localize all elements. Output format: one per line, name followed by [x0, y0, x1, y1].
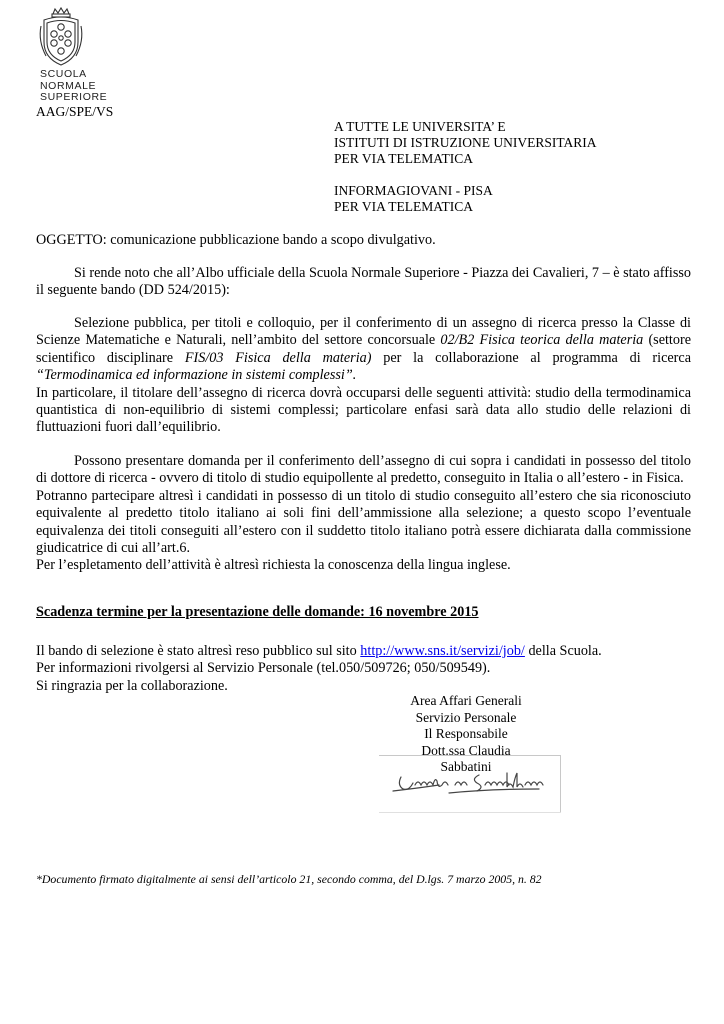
intro-paragraph: Si rende noto che all’Albo ufficiale della Scuola Normale Superiore - Piazza dei Cavalieri, 7 – è stato affisso il seguente bando (DD 524/2015):	[36, 265, 691, 299]
eligibility-paragraph-2: Potranno partecipare altresì i candidati in possesso di un titolo di studio conseguito all’estero che sia riconosciuto equivalente al predetto titolo italiano ai soli fini dell’ammissione alla selezione; a questo scopo l’eventuale equivalenza dei titoli conseguiti all’estero con il suddetto titolo italiano potrà essere dichiarata dalla commissione giudicatrice di cui all’art.6.	[36, 487, 691, 557]
eligibility-paragraph-1: Possono presentare domanda per il conferimento dell’assegno di cui sopra i candidati in possesso del titolo di dottore di ricerca - ovvero di titolo di studio equipollente al predetto, conseguito in Italia o all’estero - in Fisica.	[36, 453, 691, 487]
recipient-line: A TUTTE LE UNIVERSITA’ E	[334, 119, 506, 134]
footnote: *Documento firmato digitalmente ai sensi dell’articolo 21, secondo comma, del D.lgs. 7 marzo 2005, n. 82	[36, 872, 542, 886]
deadline-heading: Scadenza termine per la presentazione delle domande: 16 novembre 2015	[36, 604, 479, 620]
recipient-line: PER VIA TELEMATICA	[334, 151, 474, 166]
info-section	[36, 643, 691, 695]
recipients-block	[334, 119, 597, 215]
recipient-line: ISTITUTI DI ISTRUZIONE UNIVERSITARIA	[334, 135, 597, 150]
handwritten-signature	[379, 755, 561, 813]
activities-paragraph: In particolare, il titolare dell’assegno di ricerca dovrà occuparsi delle seguenti attività: studio della termodinamica quantistica di non-equilibrio di sistemi complessi; particolare enfasi sarà data allo studio delle relazioni di fluttuazioni fuori dall’equilibrio.	[36, 384, 691, 436]
logo-line-3: SUPERIORE	[40, 91, 108, 103]
program-name: “Termodinamica ed informazione in sistemi complessi”.	[36, 367, 357, 384]
selection-text-3: per la collaborazione al programma di ricerca	[371, 349, 691, 366]
eligibility-section	[36, 453, 691, 575]
school-name-logo	[40, 69, 107, 104]
signature-line: Servizio Personale	[415, 709, 517, 725]
logo-line-1: SCUOLA	[40, 68, 87, 80]
subject-line: OGGETTO: comunicazione pubblicazione bando a scopo divulgativo.	[36, 232, 436, 248]
publication-line	[36, 643, 691, 660]
ssd-name: FIS/03 Fisica della materia)	[184, 349, 372, 366]
selection-text-1: Selezione pubblica, per titoli e colloquio, per il conferimento di un assegno di ricerca presso la Classe di Scienze Matematiche e Naturali, nell’ambito del settore concorsuale	[36, 315, 691, 349]
signature-line: Dott.ssa Claudia Sabbatini	[421, 742, 511, 775]
signature-line: Area Affari Generali	[410, 693, 522, 708]
publication-text-end: della Scuola.	[524, 643, 602, 659]
thanks-line: Si ringrazia per la collaborazione.	[36, 677, 228, 694]
recipient-line: INFORMAGIOVANI - PISA	[334, 183, 493, 198]
selection-text-2: (settore scientifico disciplinare	[36, 332, 691, 366]
job-portal-link[interactable]: http://www.sns.it/servizi/job/	[360, 643, 525, 659]
eligibility-paragraph-3: Per l’espletamento dell’attività è altresì richiesta la conoscenza della lingua inglese.	[36, 557, 511, 574]
sector-name: 02/B2 Fisica teorica della materia	[440, 332, 644, 349]
publication-text: Il bando di selezione è stato altresì reso pubblico sul sito	[36, 643, 361, 659]
contact-line: Per informazioni rivolgersi al Servizio Personale (tel.050/509726; 050/509549).	[36, 660, 491, 677]
reference-code: AAG/SPE/VS	[36, 104, 114, 119]
selection-paragraph	[36, 315, 691, 385]
signature-line: Il Responsabile	[424, 726, 508, 742]
recipient-line: PER VIA TELEMATICA	[334, 199, 474, 214]
school-crest-logo	[36, 6, 86, 68]
selection-section	[36, 315, 691, 437]
logo-line-2: NORMALE	[40, 79, 97, 92]
